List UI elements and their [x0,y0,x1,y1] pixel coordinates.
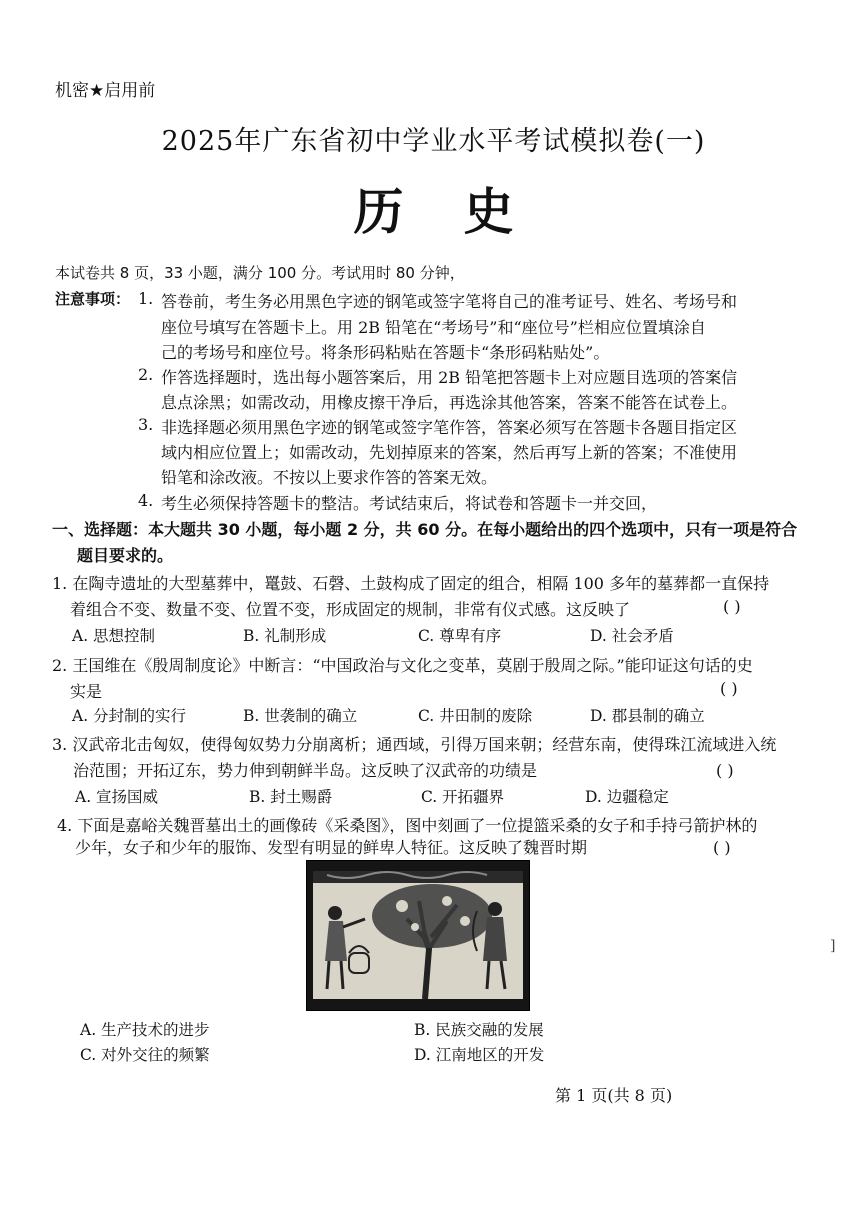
question-3-option-c: C. 开拓疆界 [421,788,505,806]
question-2-option-d: D. 郡县制的确立 [590,707,705,725]
question-2-text: 实是 [70,682,103,701]
question-4-text: 少年，女子和少年的服饰、发型有明显的鲜卑人特征。这反映了魏晋时期 [75,838,588,857]
question-1-option-d: D. 社会矛盾 [590,627,674,645]
question-2-text: 2. 王国维在《殷周制度论》中断言：“中国政治与文化之变革，莫剧于殷周之际。”能印证这句话的史 [52,656,753,675]
note-line: 己的考场号和座位号。将条形码粘贴在答题卡“条形码粘贴处”。 [161,343,610,362]
question-4-option-c: C. 对外交往的频繁 [80,1046,210,1064]
question-3-option-a: A. 宣扬国威 [75,788,159,806]
note-number: 1. [138,289,154,308]
question-4-option-a: A. 生产技术的进步 [80,1021,210,1039]
question-2-option-b: B. 世袭制的确立 [243,707,358,725]
note-line: 座位号填写在答题卡上。用 2B 铅笔在“考场号”和“座位号”栏相应位置填涂自 [161,318,706,337]
question-4-option-b: B. 民族交融的发展 [414,1021,544,1039]
note-line: 考生必须保持答题卡的整洁。考试结束后，将试卷和答题卡一并交回， [161,494,658,513]
note-number: 4. [138,491,154,510]
question-4-option-d: D. 江南地区的开发 [414,1046,545,1064]
question-3-option-d: D. 边疆稳定 [585,788,669,806]
question-1-option-b: B. 礼制形成 [243,627,327,645]
question-1-option-c: C. 尊卑有序 [418,627,502,645]
section-heading-cont: 题目要求的。 [77,546,174,565]
question-3-text: 治范围；开拓辽东，势力伸到朝鲜半岛。这反映了汉武帝的功绩是 [73,761,538,780]
note-line: 铅笔和涂改液。不按以上要求作答的答案无效。 [161,468,498,487]
note-line: 息点涂黑；如需改动，用橡皮擦干净后，再选涂其他答案，答案不能答在试卷上。 [161,393,738,412]
page-number: 第 1 页(共 8 页) [555,1086,673,1105]
note-line: 作答选择题时，选出每小题答案后，用 2B 铅笔把答题卡上对应题目选项的答案信 [161,368,738,387]
note-line: 非选择题必须用黑色字迹的钢笔或签字笔作答，答案必须写在答题卡各题目指定区 [161,418,738,437]
question-1-text: 1. 在陶寺遗址的大型墓葬中，鼍鼓、石磬、土鼓构成了固定的组合，相隔 100 多年的墓葬都一直保持 [52,574,770,593]
question-3-option-b: B. 封土赐爵 [249,788,333,806]
question-3-text: 3. 汉武帝北击匈奴，使得匈奴势力分崩离析；通西域，引得万国来朝；经营东南，使得珠江流域进入统 [52,735,777,754]
question-2-option-c: C. 井田制的废除 [418,707,533,725]
answer-blank: ( ) [716,761,734,780]
answer-blank: ( ) [723,597,741,616]
answer-blank: ( ) [713,838,731,857]
section-heading: 一、选择题：本大题共 30 小题，每小题 2 分，共 60 分。在每小题给出的四个选项中，只有一项是符合 [52,520,798,539]
confidential-label: 机密★启用前 [55,81,156,101]
exam-title: 2025年广东省初中学业水平考试模拟卷(一) [161,126,706,157]
note-line: 域内相应位置上；如需改动，先划掉原来的答案，然后再写上新的答案；不准使用 [161,443,738,462]
question-1-option-a: A. 思想控制 [72,627,156,645]
note-line: 答卷前，考生务必用黑色字迹的钢笔或签字笔将自己的准考证号、姓名、考场号和 [161,292,738,311]
mulberry-picking-brick-image [306,860,530,1011]
question-1-text: 着组合不变、数量不变、位置不变，形成固定的规制，非常有仪式感。这反映了 [70,600,631,619]
note-number: 2. [138,365,154,384]
question-4-text: 4. 下面是嘉峪关魏晋墓出土的画像砖《采桑图》，图中刻画了一位提篮采桑的女子和手持弓箭护林的 [57,816,758,835]
margin-mark: ] [830,938,836,954]
exam-intro: 本试卷共 8 页，33 小题，满分 100 分。考试用时 80 分钟， [55,264,465,282]
answer-blank: ( ) [720,679,738,698]
subject-title: 历史 [353,182,574,241]
notes-label: 注意事项： [55,290,131,308]
note-number: 3. [138,415,154,434]
question-2-option-a: A. 分封制的实行 [72,707,187,725]
